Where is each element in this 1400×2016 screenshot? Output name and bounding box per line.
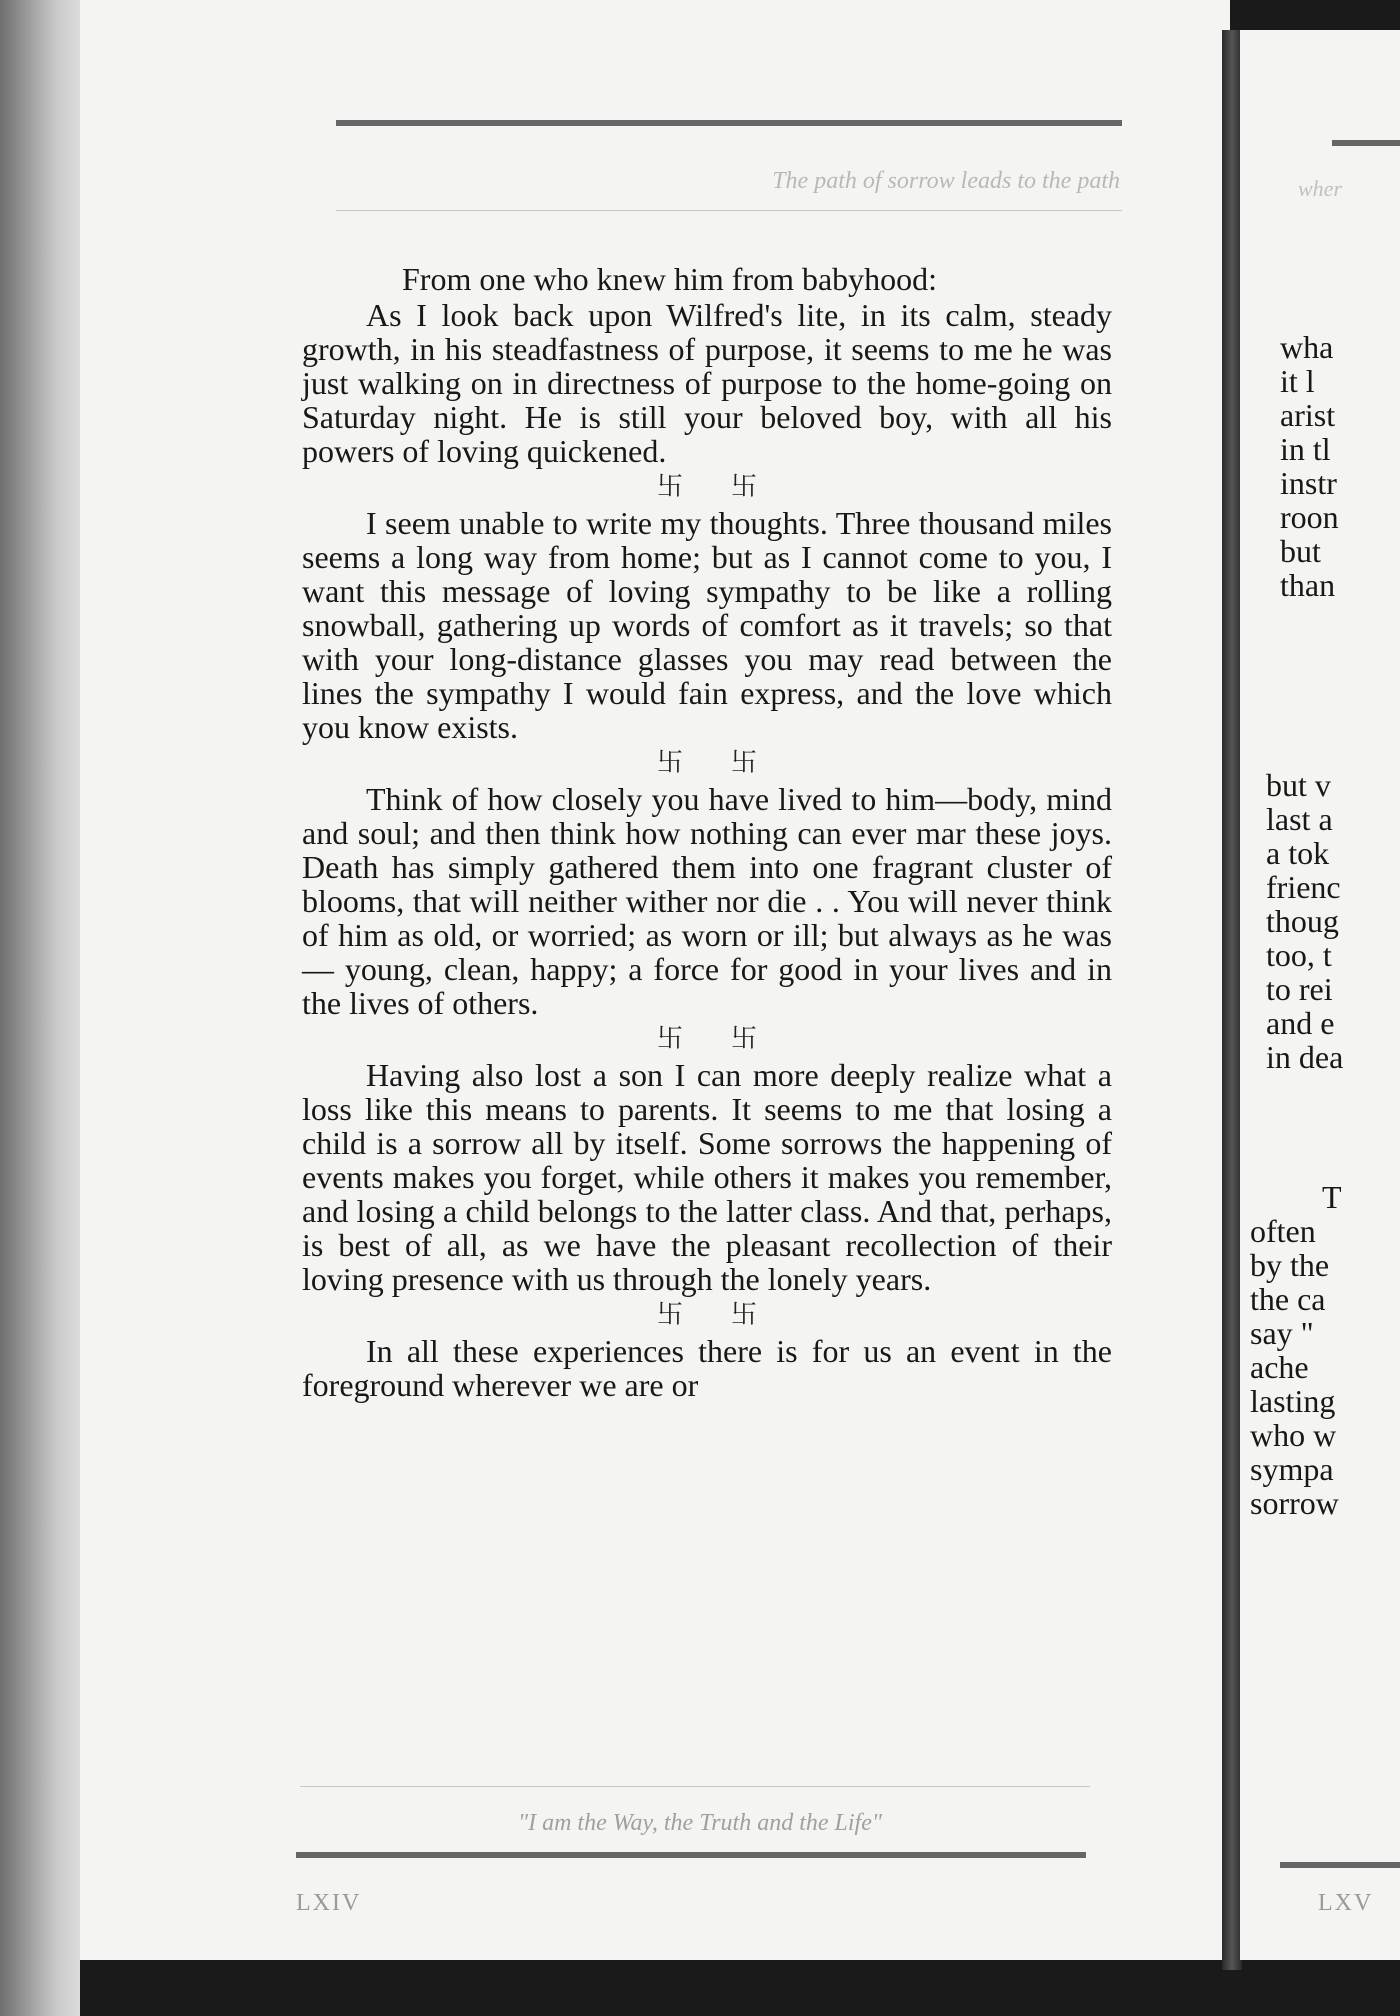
swastika-separator: 卐卐 (656, 1300, 805, 1330)
footer-rule-thin (300, 1786, 1090, 1787)
swastika-separator: 卐卐 (656, 1024, 805, 1054)
header-rule-thin (336, 210, 1122, 211)
swastika-separator: 卐卐 (656, 748, 805, 778)
right-footer-rule (1280, 1862, 1400, 1868)
paragraph-2: I seem unable to write my thoughts. Three thousand miles seems a long way from home; but as I cannot come to you, I want this message of loving sympathy to be like a rolling snowball, gathering up words of comfort as it travels; so that with your long-distance glasses you may read between the lines the sympathy I would fain express, and the love which you know exists. (302, 505, 1112, 745)
page-number-left: LXIV (296, 1890, 362, 1916)
right-running-header: wher (1298, 176, 1342, 201)
book-gutter (1222, 30, 1242, 1970)
letter-excerpts (302, 262, 1112, 1402)
right-text-block-3: T often by the the ca say " ache lasting who w sympa sorrow (1250, 1179, 1342, 1521)
paragraph-1: As I look back upon Wilfred's lite, in its calm, steady growth, in his steadfastness of purpose, it seems to me he was just walking on in directness of purpose to the home-going on Saturday night. He is still your beloved boy, with all his powers of loving quickened. (302, 297, 1112, 469)
page-number-right: LXV (1318, 1890, 1374, 1916)
book-page-edge (0, 0, 80, 2016)
paragraph-5: In all these experiences there is for us an event in the foreground wherever we are or (302, 1333, 1112, 1403)
paragraph-intro: From one who knew him from babyhood: (402, 261, 938, 297)
right-page (1240, 30, 1400, 1960)
right-header-rule (1332, 140, 1400, 146)
paragraph-4: Having also lost a son I can more deeply realize what a loss like this means to parents. It seems to me that losing a child is a sorrow all by itself. Some sorrows the happening of events makes you forget, while others it makes you remember, and losing a child belongs to the latter class. And that, perhaps, is best of all, as we have the pleasant recollection of their loving presence with us through the lonely years. (302, 1057, 1112, 1297)
running-header: The path of sorrow leads to the path (772, 168, 1120, 194)
header-rule-thick (336, 120, 1122, 126)
paragraph-3: Think of how closely you have lived to him—body, mind and soul; and then think how nothing can ever mar these joys. Death has simply gathered them into one fragrant cluster of blooms, that will neither wither nor die . . You will never think of him as old, or worried; as worn or ill; but always as he was — young, clean, happy; a force for good in your lives and in the lives of others. (302, 781, 1112, 1021)
right-text-block-1: wha it l arist in tl instr roon but than (1280, 329, 1339, 603)
footer-rule-thick (296, 1852, 1086, 1858)
footer-quote: "I am the Way, the Truth and the Life" (518, 1810, 882, 1836)
swastika-separator: 卐卐 (656, 472, 805, 502)
right-text-block-2: but v last a a tok frienc thoug too, t to rei and e in dea (1266, 767, 1344, 1075)
